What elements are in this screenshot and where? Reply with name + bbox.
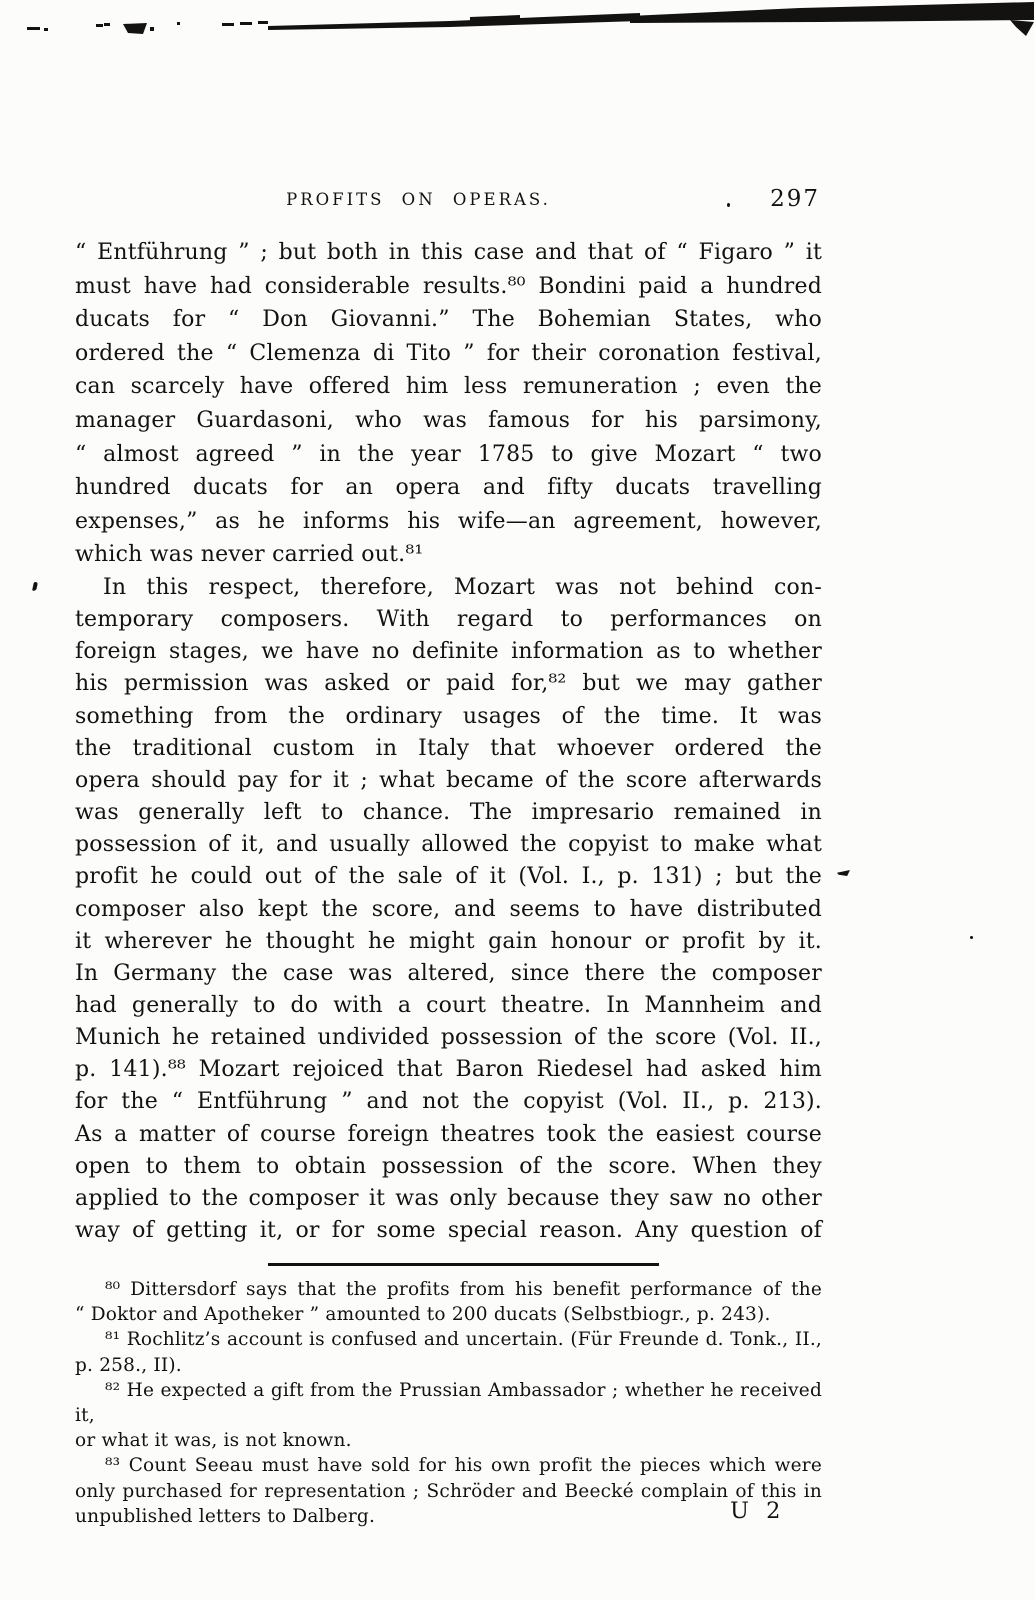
footnote-separator [268,1263,659,1266]
page-header [75,186,822,220]
text-line: had generally to do with a court theatre. In Mannheim and [75,992,822,1018]
running-title: PROFITS ON OPERAS. [286,190,551,209]
text-line: must have had considerable results.⁸⁰ Bondini paid a hundred [75,273,822,299]
text-line: As a matter of course foreign theatres took the easiest course [75,1121,822,1147]
footnote [75,1378,822,1454]
scan-artifact-smudge [0,0,1034,44]
text-line: unpublished letters to Dalberg. [75,1505,376,1527]
text-line: which was never carried out.⁸¹ [75,542,424,568]
text-line: possession of it, and usually allowed the copyist to make what [75,832,822,858]
text-line: ordered the “ Clemenza di Tito ” for their coronation festival, [75,340,822,366]
text-line: opera should pay for it ; what became of the score afterwards [75,767,822,793]
body-text [75,236,822,1247]
catchword: U 2 [730,1498,782,1524]
text-line: manager Guardasoni, who was famous for his parsimony, [75,407,822,433]
text-line: or what it was, is not known. [75,1430,352,1452]
footnote [75,1277,822,1327]
scan-speck [837,870,850,876]
scan-speck [32,582,38,592]
text-line: “ Doktor and Apotheker ” amounted to 200 ducats (Selbstbiogr., p. 243). [75,1304,771,1326]
text-line: way of getting it, or for some special reason. Any question of [75,1218,822,1244]
paragraph [75,236,822,572]
text-line: his permission was asked or paid for,⁸² but we may gather [75,671,822,697]
text-line: it wherever he thought he might gain honour or profit by it. [75,928,822,954]
text-line: composer also kept the score, and seems to have distributed [75,896,822,922]
text-line: ⁸¹ Rochlitz’s account is confused and uncertain. (Für Freunde d. Tonk., II., [105,1329,822,1351]
footnote [75,1453,822,1529]
text-line: Munich he retained undivided possession of the score (Vol. II., [75,1025,822,1051]
text-line: something from the ordinary usages of the time. It was [75,703,822,729]
text-line: temporary composers. With regard to performances on [75,607,822,633]
text-line: open to them to obtain possession of the score. When they [75,1153,822,1179]
text-line: only purchased for representation ; Schröder and Beecké complain of this in [75,1480,822,1502]
text-line: p. 141).⁸⁸ Mozart rejoiced that Baron Riedesel had asked him [75,1057,822,1083]
page-number: 297 [770,186,820,212]
text-line: “ almost agreed ” in the year 1785 to give Mozart “ two [75,441,822,467]
scan-speck [970,936,973,939]
text-line: was generally left to chance. The impresario remained in [75,800,822,826]
text-line: In this respect, therefore, Mozart was not behind con- [103,574,822,600]
text-line: can scarcely have offered him less remuneration ; even the [75,374,822,400]
text-line: ducats for “ Don Giovanni.” The Bohemian States, who [75,307,822,333]
text-line: In Germany the case was altered, since there the composer [75,960,822,986]
paragraph [75,572,822,1247]
text-line: profit he could out of the sale of it (Vol. I., p. 131) ; but the [75,864,822,890]
text-line: for the “ Entführung ” and not the copyist (Vol. II., p. 213). [75,1089,822,1115]
text-line: hundred ducats for an opera and fifty ducats travelling [75,475,822,501]
text-line: ⁸³ Count Seeau must have sold for his own profit the pieces which were [105,1455,822,1477]
text-line: ⁸⁰ Dittersdorf says that the profits from his benefit performance of the [105,1279,822,1300]
footnotes [75,1277,822,1529]
text-line: expenses,” as he informs his wife—an agreement, however, [75,508,822,534]
text-line: foreign stages, we have no definite information as to whether [75,639,822,665]
text-line: ⁸² He expected a gift from the Prussian Ambassador ; whether he received it, [75,1379,822,1427]
text-line: p. 258., II). [75,1354,182,1376]
text-line: applied to the composer it was only because they saw no other [75,1185,822,1211]
footnote [75,1327,822,1377]
text-line: the traditional custom in Italy that whoever ordered the [75,735,822,761]
text-line: “ Entführung ” ; but both in this case and that of “ Figaro ” it [75,240,822,265]
